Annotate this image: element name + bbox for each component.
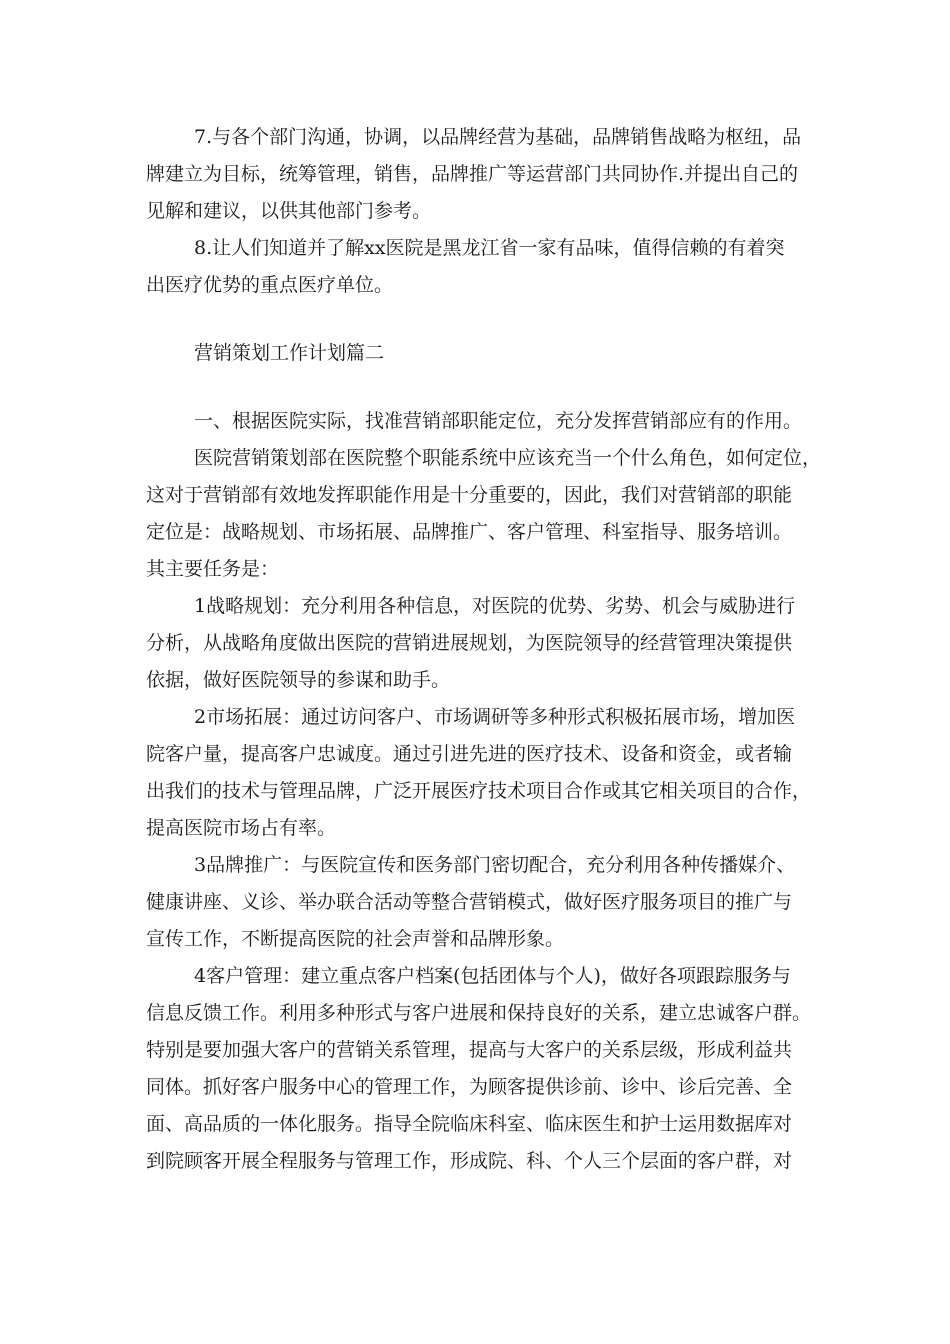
paragraph-line: 7.与各个部门沟通，协调，以品牌经营为基础，品牌销售战略为枢纽，品 — [194, 126, 802, 148]
paragraph-line: 院客户量，提高客户忠诚度。通过引进先进的医疗技术、设备和资金，或者输 — [146, 743, 793, 765]
paragraph-line: 见解和建议，以供其他部门参考。 — [146, 200, 432, 222]
paragraph-line: 定位是：战略规划、市场拓展、品牌推广、客户管理、科室指导、服务培训。 — [146, 521, 793, 543]
paragraph-line: 2市场拓展：通过访问客户、市场调研等多种形式积极拓展市场，增加医 — [194, 706, 796, 728]
paragraph-line: 到院顾客开展全程服务与管理工作，形成院、科、个人三个层面的客户群，对 — [146, 1150, 793, 1172]
paragraph-line: 1战略规划：充分利用各种信息，对医院的优势、劣势、机会与威胁进行 — [194, 595, 796, 617]
paragraph-line: 一、根据医院实际，找准营销部职能定位，充分发挥营销部应有的作用。 — [194, 410, 803, 432]
section-heading: 营销策划工作计划篇二 — [194, 342, 385, 364]
paragraph-line: 4客户管理：建立重点客户档案(包括团体与个人)，做好各项跟踪服务与 — [194, 965, 791, 987]
paragraph-line: 其主要任务是： — [146, 558, 280, 580]
paragraph-line: 3品牌推广：与医院宣传和医务部门密切配合，充分利用各种传播媒介、 — [194, 854, 796, 876]
paragraph-line: 8.让人们知道并了解xx医院是黑龙江省一家有品味，值得信赖的有着突 — [194, 237, 785, 259]
paragraph-line: 面、高品质的一体化服务。指导全院临床科室、临床医生和护士运用数据库对 — [146, 1113, 793, 1135]
paragraph-line: 这对于营销部有效地发挥职能作用是十分重要的，因此，我们对营销部的职能 — [146, 484, 793, 506]
paragraph-line: 出我们的技术与管理品牌，广泛开展医疗技术项目合作或其它相关项目的合作， — [146, 780, 812, 802]
paragraph-line: 牌建立为目标，统筹管理，销售，品牌推广等运营部门共同协作.并提出自己的 — [146, 163, 799, 185]
paragraph-line: 提高医院市场占有率。 — [146, 817, 337, 839]
paragraph-line: 分析，从战略角度做出医院的营销进展规划，为医院领导的经营管理决策提供 — [146, 632, 793, 654]
paragraph-line: 依据，做好医院领导的参谋和助手。 — [146, 669, 451, 691]
paragraph-line: 宣传工作，不断提高医院的社会声誉和品牌形象。 — [146, 928, 565, 950]
paragraph-line: 信息反馈工作。利用多种形式与客户进展和保持良好的关系，建立忠诚客户群。 — [146, 1002, 812, 1024]
paragraph-line: 特别是要加强大客户的营销关系管理，提高与大客户的关系层级，形成利益共 — [146, 1039, 793, 1061]
paragraph-line: 出医疗优势的重点医疗单位。 — [146, 274, 394, 296]
paragraph-line: 同体。抓好客户服务中心的管理工作，为顾客提供诊前、诊中、诊后完善、全 — [146, 1076, 793, 1098]
paragraph-line: 医院营销策划部在医院整个职能系统中应该充当一个什么角色，如何定位， — [194, 447, 822, 469]
paragraph-line: 健康讲座、义诊、举办联合活动等整合营销模式，做好医疗服务项目的推广与 — [146, 891, 793, 913]
